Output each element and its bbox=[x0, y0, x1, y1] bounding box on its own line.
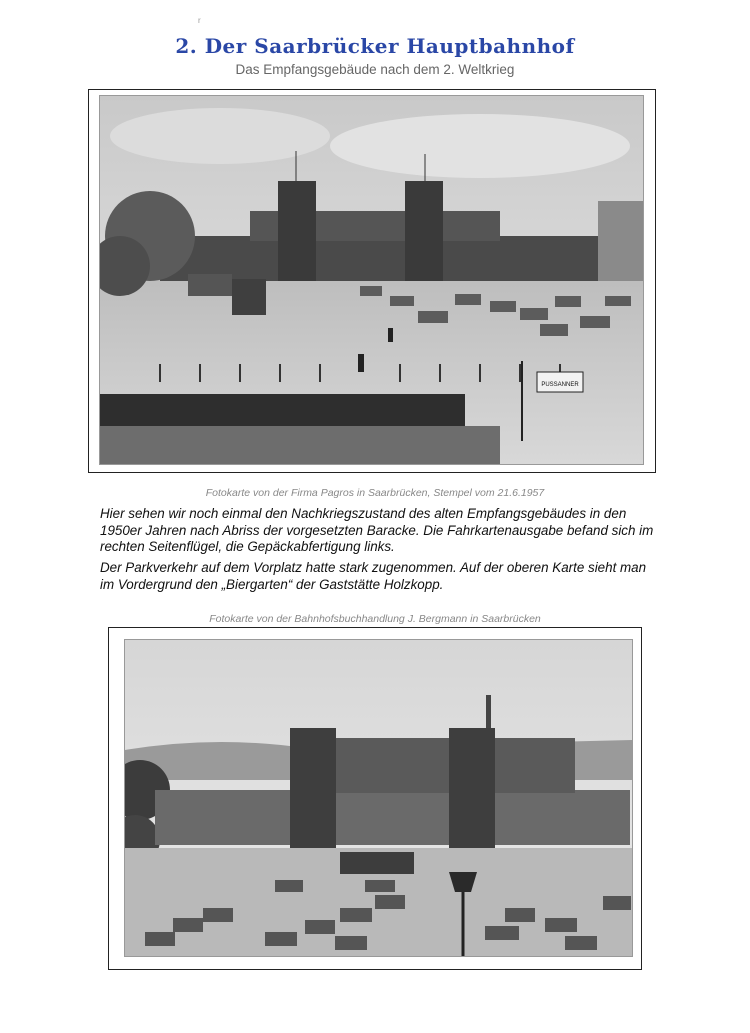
station-photo-bottom-image bbox=[125, 640, 632, 956]
station-photo-top-image bbox=[100, 96, 643, 464]
page-subtitle: Das Empfangsgebäude nach dem 2. Weltkrieg bbox=[235, 62, 515, 77]
station-photo-top bbox=[100, 96, 643, 464]
description-text bbox=[100, 506, 660, 598]
page-title: 2. Der Saarbrücker Hauptbahnhof bbox=[175, 34, 575, 58]
description-paragraph-2: Der Parkverkehr auf dem Vorplatz hatte stark zugenommen. Auf der oberen Karte sieht man im Vordergrund den „Biergarten“ der Gaststätte Holzkopp. bbox=[100, 560, 647, 592]
station-photo-bottom bbox=[125, 640, 632, 956]
photo-caption-bottom: Fotokarte von der Bahnhofsbuchhandlung J. Bergmann in Saarbrücken bbox=[209, 613, 541, 625]
stray-mark: r bbox=[198, 16, 201, 25]
parking-sign-text: PUSSANNER bbox=[541, 382, 579, 388]
photo-caption-top: Fotokarte von der Firma Pagros in Saarbrücken, Stempel vom 21.6.1957 bbox=[205, 487, 545, 499]
description-paragraph-1: Hier sehen wir noch einmal den Nachkriegszustand des alten Empfangsgebäudes in den 1950er Jahren nach Abriss der vorgesetzten Baracke. Die Fahrkartenausgabe befand sich im rechten Seitenflügel, die Gepäckabfertigung links. bbox=[100, 506, 654, 555]
